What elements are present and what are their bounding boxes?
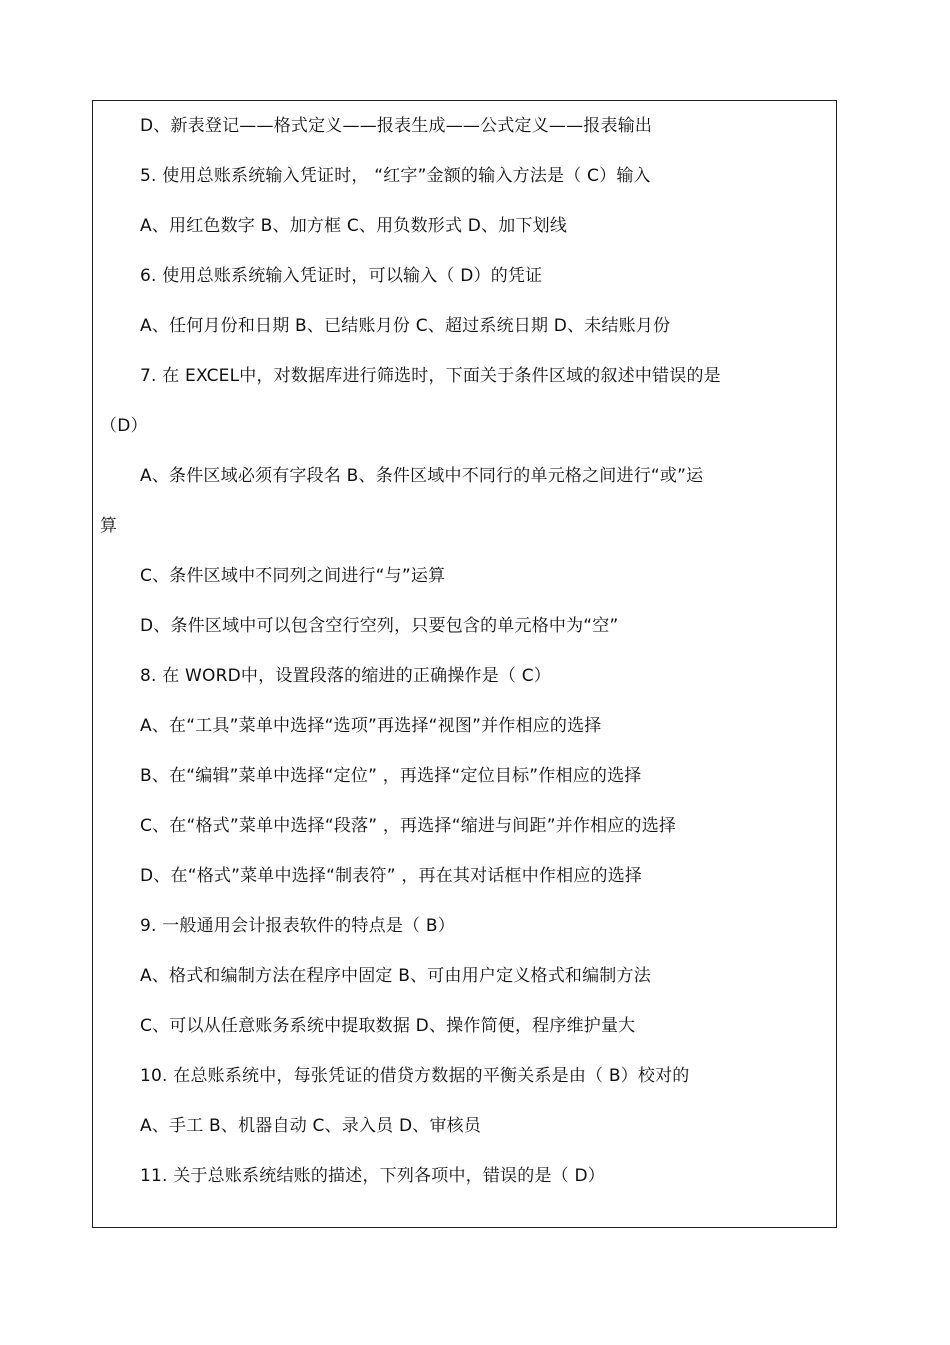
options-q7-ab: A、条件区域必须有字段名 B、条件区域中不同行的单元格之间进行“或”运	[140, 466, 704, 486]
question-8: 8. 在 WORD中，设置段落的缩进的正确操作是（ C）	[140, 666, 551, 686]
question-7-answer: （D）	[100, 416, 148, 436]
question-7: 7. 在 EXCEL中，对数据库进行筛选时，下面关于条件区域的叙述中错误的是	[140, 366, 721, 386]
option-c-q8: C、在“格式”菜单中选择“段落” ，再选择“缩进与间距”并作相应的选择	[140, 816, 677, 836]
question-10: 10. 在总账系统中，每张凭证的借贷方数据的平衡关系是由（ B）校对的	[140, 1066, 690, 1086]
options-q7-ab-continued: 算	[100, 516, 118, 536]
question-9: 9. 一般通用会计报表软件的特点是（ B）	[140, 916, 455, 936]
question-6: 6. 使用总账系统输入凭证时，可以输入（ D）的凭证	[140, 266, 543, 286]
option-a-q8: A、在“工具”菜单中选择“选项”再选择“视图”并作相应的选择	[140, 716, 602, 736]
option-b-q8: B、在“编辑”菜单中选择“定位” ，再选择“定位目标”作相应的选择	[140, 766, 642, 786]
question-5: 5. 使用总账系统输入凭证时， “红字”金额的输入方法是（ C）输入	[140, 166, 651, 186]
option-d-q8: D、在“格式”菜单中选择“制表符” ，再在其对话框中作相应的选择	[140, 866, 643, 886]
option-d-q7: D、条件区域中可以包含空行空列，只要包含的单元格中为“空”	[140, 616, 619, 636]
options-q6: A、任何月份和日期 B、已结账月份 C、超过系统日期 D、未结账月份	[140, 316, 671, 336]
options-q10: A、手工 B、机器自动 C、录入员 D、审核员	[140, 1116, 482, 1136]
question-11: 11. 关于总账系统结账的描述，下列各项中，错误的是（ D）	[140, 1166, 605, 1186]
options-q9-cd: C、可以从任意账务系统中提取数据 D、操作简便，程序维护量大	[140, 1016, 636, 1036]
option-d-q4: D、新表登记——格式定义——报表生成——公式定义——报表输出	[140, 116, 653, 136]
option-c-q7: C、条件区域中不同列之间进行“与”运算	[140, 566, 446, 586]
options-q5: A、用红色数字 B、加方框 C、用负数形式 D、加下划线	[140, 216, 568, 236]
options-q9-ab: A、格式和编制方法在程序中固定 B、可由用户定义格式和编制方法	[140, 966, 651, 986]
